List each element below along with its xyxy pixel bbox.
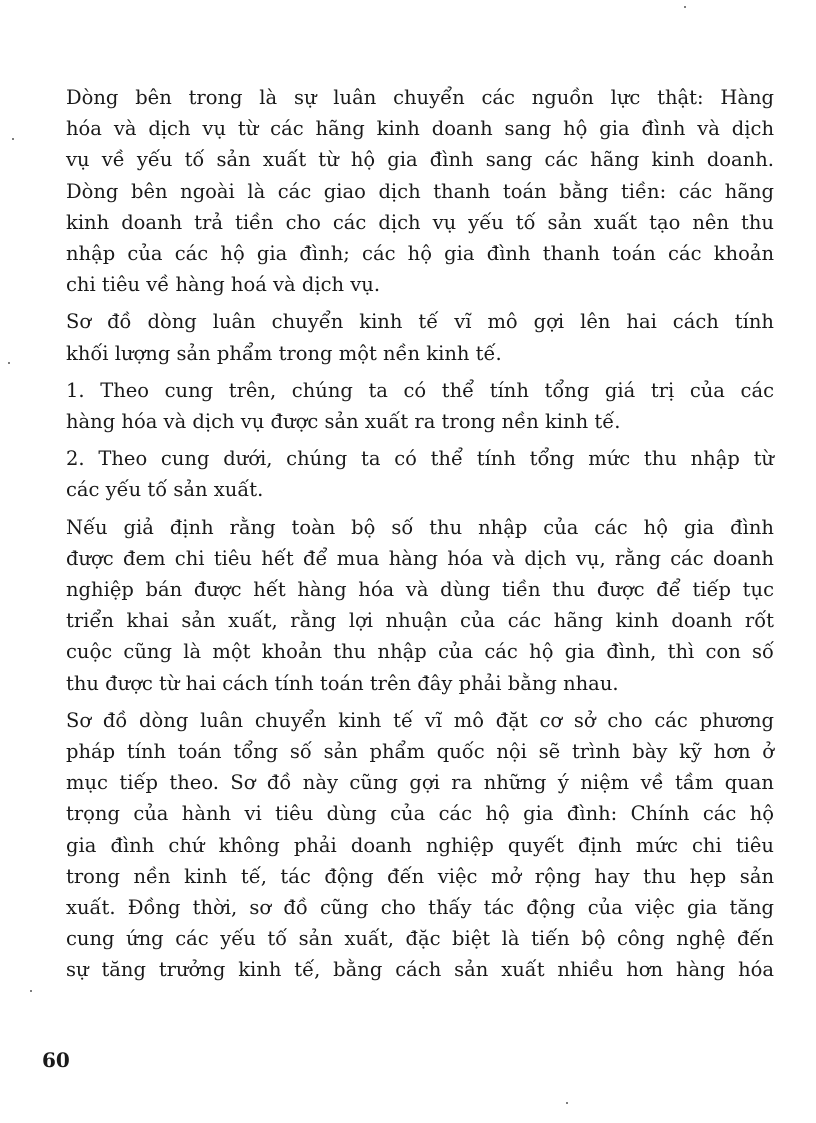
text-line: các yếu tố sản xuất.: [66, 478, 264, 502]
text-line: cuộc cũng là một khoản thu nhập của các hộ gia đình, thì con số: [66, 640, 774, 664]
text-line: Nếu giả định rằng toàn bộ số thu nhập của các hộ gia đình: [66, 515, 774, 539]
text-line: kinh doanh trả tiền cho các dịch vụ yếu tố sản xuất tạo nên thu: [66, 210, 774, 234]
paragraph: [62, 375, 774, 437]
paragraph: [62, 306, 774, 368]
text-line: hàng hóa và dịch vụ được sản xuất ra trong nền kinh tế.: [66, 410, 621, 434]
paragraph: [62, 512, 774, 699]
text-line: sự tăng trưởng kinh tế, bằng cách sản xuất nhiều hơn hàng hóa: [66, 958, 774, 982]
text-line: gia đình chứ không phải doanh nghiệp quyết định mức chi tiêu: [66, 833, 774, 857]
text-line: chi tiêu về hàng hoá và dịch vụ.: [66, 273, 381, 297]
text-line: được đem chi tiêu hết để mua hàng hóa và dịch vụ, rằng các doanh: [66, 546, 774, 570]
text-line: pháp tính toán tổng số sản phẩm quốc nội sẽ trình bày kỹ hơn ở: [66, 740, 774, 764]
text-line: cung ứng các yếu tố sản xuất, đặc biệt là tiến bộ công nghệ đến: [66, 927, 774, 951]
paragraph: [62, 705, 774, 986]
text-line: xuất. Đồng thời, sơ đồ cũng cho thấy tác động của việc gia tăng: [66, 896, 774, 920]
text-line: thu được từ hai cách tính toán trên đây phải bằng nhau.: [66, 671, 619, 695]
text-line: khối lượng sản phẩm trong một nền kinh tế.: [66, 341, 502, 365]
text-line: vụ về yếu tố sản xuất từ hộ gia đình sang các hãng kinh doanh.: [66, 148, 774, 172]
text-line: trọng của hành vi tiêu dùng của các hộ gia đình: Chính các hộ: [66, 802, 774, 826]
text-line: nghiệp bán được hết hàng hóa và dùng tiền thu được để tiếp tục: [66, 578, 774, 602]
page-body: [62, 82, 774, 986]
text-line: 2. Theo cung dưới, chúng ta có thể tính tổng mức thu nhập từ: [66, 447, 774, 471]
text-line: Sơ đồ dòng luân chuyển kinh tế vĩ mô đặt cơ sở cho các phương: [66, 708, 774, 732]
scan-speck: [8, 362, 10, 364]
text-line: triển khai sản xuất, rằng lợi nhuận của các hãng kinh doanh rốt: [66, 609, 774, 633]
text-line: Dòng bên ngoài là các giao dịch thanh toán bằng tiền: các hãng: [66, 179, 774, 203]
paragraph: [62, 443, 774, 505]
text-line: 1. Theo cung trên, chúng ta có thể tính tổng giá trị của các: [66, 378, 774, 402]
scan-speck: [684, 6, 686, 8]
text-line: nhập của các hộ gia đình; các hộ gia đình thanh toán các khoản: [66, 242, 774, 266]
paragraph: [62, 82, 774, 300]
page-number: 60: [42, 1048, 70, 1072]
text-line: mục tiếp theo. Sơ đồ này cũng gợi ra những ý niệm về tầm quan: [66, 771, 774, 795]
scan-speck: [566, 1102, 568, 1104]
scan-speck: [30, 990, 32, 992]
scan-speck: [12, 138, 14, 140]
text-line: Dòng bên trong là sự luân chuyển các nguồn lực thật: Hàng: [66, 86, 774, 109]
text-line: hóa và dịch vụ từ các hãng kinh doanh sang hộ gia đình và dịch: [66, 117, 774, 141]
text-line: Sơ đồ dòng luân chuyển kinh tế vĩ mô gợi lên hai cách tính: [66, 310, 774, 334]
text-line: trong nền kinh tế, tác động đến việc mở rộng hay thu hẹp sản: [66, 864, 774, 888]
